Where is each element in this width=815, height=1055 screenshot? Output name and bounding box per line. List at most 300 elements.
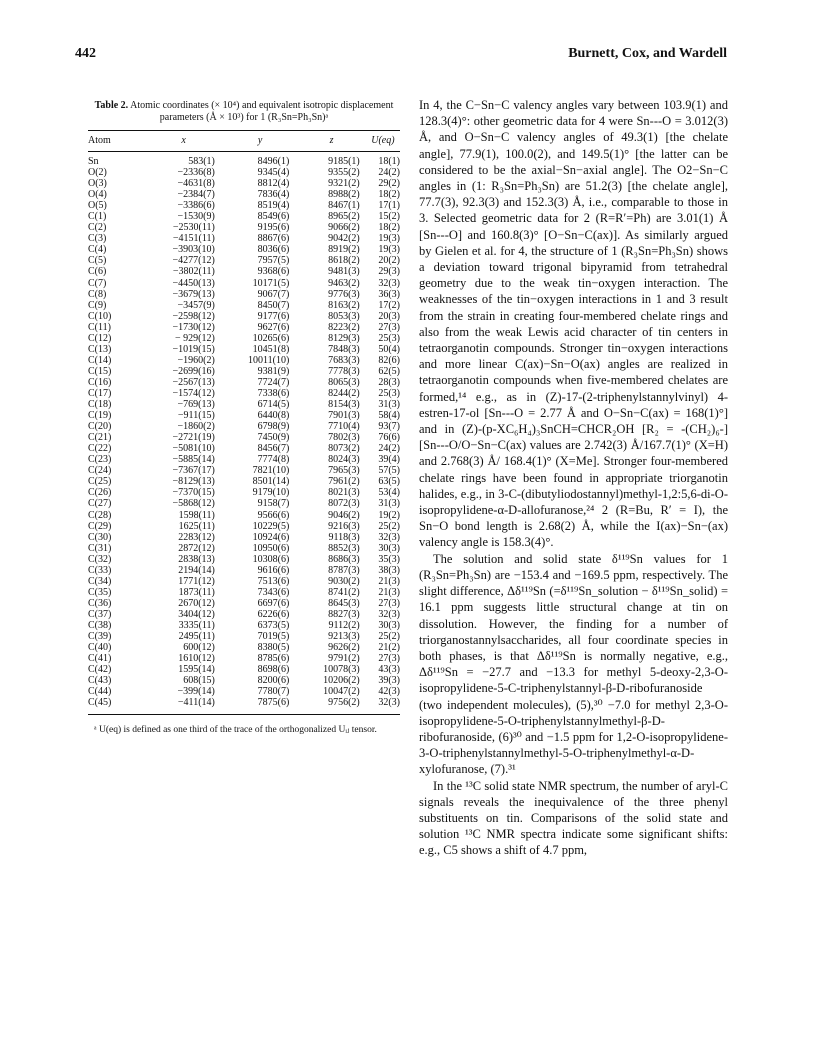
z-cell: 9756(2): [297, 697, 365, 715]
y-cell: 10171(5): [252, 277, 290, 289]
ueq-cell: 15(2): [378, 211, 400, 223]
y-cell: 9195(6): [257, 222, 290, 234]
z-cell: 7848(3): [328, 343, 360, 355]
atom-cell: C(41): [88, 653, 112, 665]
y-cell: 8456(7): [257, 443, 290, 455]
y-cell: 8200(6): [257, 675, 290, 687]
z-cell: 9046(2): [328, 509, 360, 521]
ueq-cell: 19(3): [378, 233, 400, 245]
atom-cell: C(5): [88, 255, 107, 267]
y-cell: 10229(5): [252, 520, 290, 532]
column-header: z: [297, 131, 365, 152]
table-footnote: ᵃ U(eq) is defined as one third of the trace of the orthogonalized Uᵢⱼ tensor.: [94, 725, 377, 736]
z-cell: 9118(3): [328, 531, 360, 543]
atom-cell: C(19): [88, 410, 112, 422]
x-cell: −911(15): [177, 410, 215, 422]
x-cell: 1610(12): [178, 653, 215, 665]
y-cell: 9179(10): [252, 487, 290, 499]
ueq-cell: 93(7): [378, 421, 400, 433]
atom-cell: C(37): [88, 608, 112, 620]
ueq-cell: 39(4): [378, 454, 400, 466]
x-cell: −2336(8): [177, 167, 215, 179]
ueq-cell: 31(3): [378, 399, 400, 411]
z-cell: 8053(3): [328, 310, 360, 322]
z-cell: 10078(3): [323, 664, 360, 676]
table-row: [88, 344, 400, 355]
z-cell: 8988(2): [328, 189, 360, 201]
atom-cell: C(42): [88, 664, 112, 676]
body-text: [419, 97, 728, 859]
z-cell: 8021(3): [328, 487, 360, 499]
atom-cell: C(11): [88, 321, 111, 333]
atom-cell: C(28): [88, 509, 112, 521]
atom-cell: C(3): [88, 233, 107, 245]
table-row: [88, 255, 400, 266]
y-cell: 7780(7): [257, 686, 290, 698]
y-cell: 7450(9): [257, 432, 290, 444]
x-cell: −1574(12): [172, 388, 215, 399]
table-row: [88, 664, 400, 675]
table-row: [88, 653, 400, 664]
table-row: [88, 532, 400, 543]
atom-cell: O(5): [88, 200, 107, 212]
x-cell: −2721(19): [172, 432, 215, 444]
z-cell: 10047(2): [323, 686, 360, 698]
z-cell: 8163(2): [328, 299, 360, 311]
y-cell: 6440(8): [257, 410, 290, 422]
ueq-cell: 43(3): [378, 664, 400, 676]
table-row: [88, 377, 400, 388]
column-header: y: [223, 131, 297, 152]
ueq-cell: 25(2): [378, 520, 400, 532]
ueq-cell: 25(3): [378, 388, 400, 399]
x-cell: −8129(13): [172, 476, 215, 488]
atom-cell: C(9): [88, 299, 107, 311]
z-cell: 9185(1): [328, 156, 360, 168]
atom-cell: C(12): [88, 332, 112, 344]
atom-cell: C(36): [88, 597, 112, 609]
table-caption: [88, 100, 400, 124]
ueq-cell: 29(2): [378, 178, 400, 190]
table-row: [88, 366, 400, 377]
table-row: [88, 609, 400, 620]
z-cell: 8467(1): [328, 200, 360, 212]
x-cell: 1598(11): [178, 509, 215, 521]
y-cell: 8380(5): [257, 642, 290, 654]
z-cell: 9042(2): [328, 233, 360, 245]
z-cell: 8244(2): [328, 388, 360, 399]
table-row: [88, 278, 400, 289]
ueq-cell: 82(6): [378, 354, 400, 366]
x-cell: 1625(11): [178, 520, 215, 532]
table-section: [88, 100, 400, 736]
z-cell: 9481(3): [328, 266, 360, 278]
z-cell: 8073(2): [328, 443, 360, 455]
column-header: Atom: [88, 131, 144, 152]
y-cell: 8812(4): [257, 178, 290, 190]
z-cell: 7683(3): [328, 354, 360, 366]
ueq-cell: 18(2): [378, 222, 400, 234]
table-row: [88, 289, 400, 300]
atom-cell: C(43): [88, 675, 112, 687]
ueq-cell: 17(2): [378, 299, 400, 311]
atom-cell: C(30): [88, 531, 112, 543]
x-cell: −5868(12): [172, 498, 215, 510]
x-cell: −5885(14): [172, 454, 215, 466]
table-row: [88, 686, 400, 697]
y-cell: 9566(6): [257, 509, 290, 521]
atom-cell: C(6): [88, 266, 107, 278]
y-cell: 6798(9): [257, 421, 290, 433]
table-row: [88, 152, 400, 168]
ueq-cell: 76(6): [378, 432, 400, 444]
x-cell: −3386(6): [177, 200, 215, 212]
atom-cell: C(32): [88, 553, 112, 565]
y-cell: 6226(6): [257, 608, 290, 620]
atom-cell: C(38): [88, 619, 112, 631]
z-cell: 7961(2): [328, 476, 360, 488]
coordinates-table: [88, 131, 400, 715]
z-cell: 7901(3): [328, 410, 360, 422]
table-row: [88, 432, 400, 443]
ueq-cell: 32(3): [378, 608, 400, 620]
ueq-cell: 25(2): [378, 631, 400, 643]
y-cell: 9381(9): [257, 365, 290, 377]
atom-cell: C(18): [88, 399, 112, 411]
y-cell: 7836(4): [257, 189, 290, 201]
ueq-cell: 27(3): [378, 321, 400, 333]
table-row: [88, 465, 400, 476]
x-cell: −2567(13): [172, 376, 215, 388]
x-cell: −4631(8): [177, 178, 215, 190]
table-row: [88, 167, 400, 178]
z-cell: 9112(2): [328, 619, 360, 631]
ueq-cell: 17(1): [378, 200, 400, 212]
x-cell: −7370(15): [172, 487, 215, 499]
ueq-cell: 18(2): [378, 189, 400, 201]
y-cell: 9616(6): [257, 564, 290, 576]
atom-cell: C(20): [88, 421, 112, 433]
column-header: U(eq): [366, 131, 400, 152]
ueq-cell: 35(3): [378, 553, 400, 565]
x-cell: −4277(12): [172, 255, 215, 267]
atom-cell: C(29): [88, 520, 112, 532]
z-cell: 9321(2): [328, 178, 360, 190]
table-row: [88, 587, 400, 598]
atom-cell: C(25): [88, 476, 112, 488]
x-cell: −411(14): [144, 697, 223, 715]
z-cell: 8741(2): [328, 586, 360, 598]
atom-cell: C(39): [88, 631, 112, 643]
atom-cell: C(34): [88, 575, 112, 587]
table-row: [88, 399, 400, 410]
atom-cell: C(2): [88, 222, 107, 234]
ueq-cell: 29(3): [378, 266, 400, 278]
atom-cell: C(1): [88, 211, 107, 223]
atom-cell: C(16): [88, 376, 112, 388]
ueq-cell: 20(2): [378, 255, 400, 267]
y-cell: 8549(6): [257, 211, 290, 223]
ueq-cell: 27(3): [378, 653, 400, 665]
y-cell: 8036(6): [257, 244, 290, 256]
y-cell: 7957(5): [257, 255, 290, 267]
y-cell: 6373(5): [257, 619, 290, 631]
ueq-cell: 19(3): [378, 244, 400, 256]
table-body: [88, 152, 400, 715]
table-row: [88, 410, 400, 421]
table-caption-text: Atomic coordinates (× 10⁴) and equivalent isotropic displacement parameters (Å × 10³) for 1 (R₃Sn=Ph₃Sn)ᵃ: [130, 100, 394, 123]
y-cell: 8867(6): [257, 233, 290, 245]
paragraph: In 4, the C−Sn−C valency angles vary between 103.9(1) and 128.3(4)°: other geometric data for 4 were Sn---O = 3.012(3) Å, and O−Sn−C valency angles of 49.3(1) [the chelate angle], 77.9(1), 100.0(2), and 149.5(1)° [the latter can be considered to be the axial−Sn−axial angle]. The O2−Sn−C angles in (1: R₃Sn=Ph₃Sn) are 51.2(3) [the chelate angle], 77.7(3), 92.3(3) and 152.3(3) Å, i.e., comparable to those in 3. Selected geometric data for 2 (R=R′=Ph) are 3.01(1) Å [Sn---O] and 160.8(3)° [O−Sn−C(ax)]. As similarly argued by Gielen et al. for 4, the structure of 1 (R₃Sn=Ph₃Sn) shows a deviation toward trigonal bipyramid from tetrahedral geometry due to the weak tin−oxygen interaction. The weaknesses of the tin−oxygen interactions in 1 and 3 result from the strain in creating four-membered chelate rings and also from the weak Lewis acid character of tin centers in tetraorganotin compounds. Stronger tin−oxygen interactions and more linear C(ax)−Sn−O(ax) angles are realized in tetraorganotin compounds when five-membered chelates are formed,¹⁴ e.g., as in (Z)-17-(2-triphenylstannylvinyl) 4-estren-17-ol [Sn---O = 2.77 Å and O−Sn−C(ax) = 168(1)°] and in (Z)-(p-XC₆H₄)₃SnCH=CHCR₂OH [R₂ = -(CH₂)₆-] [Sn---O/O−Sn−C(ax) values are 2.742(3) Å/167.7(1)° (X=H) and 2.768(3) Å/ 168.4(1)° (X=Me]. Stronger four-membered chelate rings have been found in appropriate triorganotin halides, e.g., in 3-C-(dibutyliodostannyl)methyl-1,2:5,6-di-O-isopropylidene-α-D-allofuranose,²⁴ 2 (R=Bu, R′ = I), the Sn−O bond length is 2.68(2) Å, while the I(ax)−Sn−(ax) valency angle is 158.3(4)°.: [419, 98, 728, 550]
table-row: [88, 443, 400, 454]
table-row: [88, 355, 400, 366]
atom-cell: C(4): [88, 244, 107, 256]
y-cell: 9158(7): [257, 498, 290, 510]
y-cell: 10308(6): [252, 553, 290, 565]
x-cell: 608(15): [183, 675, 215, 687]
table-row: [88, 233, 400, 244]
ueq-cell: 62(5): [378, 365, 400, 377]
atom-cell: O(4): [88, 189, 107, 201]
x-cell: 2838(13): [178, 553, 215, 565]
x-cell: −2699(16): [172, 365, 215, 377]
z-cell: 9776(3): [328, 288, 360, 300]
z-cell: 8919(2): [328, 244, 360, 256]
ueq-cell: 31(3): [378, 498, 400, 510]
table-row: [88, 244, 400, 255]
z-cell: 8618(2): [328, 255, 360, 267]
ueq-cell: 19(2): [378, 509, 400, 521]
ueq-cell: 50(4): [378, 343, 400, 355]
ueq-cell: 27(3): [378, 597, 400, 609]
x-cell: −3679(13): [172, 288, 215, 300]
ueq-cell: 21(3): [378, 575, 400, 587]
table-row: [88, 487, 400, 498]
x-cell: −399(14): [177, 686, 215, 698]
y-cell: 7875(6): [223, 697, 297, 715]
z-cell: 8787(3): [328, 564, 360, 576]
table-row: [88, 554, 400, 565]
atom-cell: O(2): [88, 167, 107, 179]
y-cell: 6714(5): [257, 399, 290, 411]
table-row: [88, 178, 400, 189]
atom-cell: C(21): [88, 432, 112, 444]
z-cell: 8072(3): [328, 498, 360, 510]
table-row: [88, 189, 400, 200]
x-cell: −3802(11): [172, 266, 215, 278]
atom-cell: C(15): [88, 365, 112, 377]
atom-cell: C(26): [88, 487, 112, 499]
table-row: [88, 454, 400, 465]
table-row: [88, 543, 400, 554]
y-cell: 8698(6): [257, 664, 290, 676]
y-cell: 7821(10): [252, 465, 290, 477]
y-cell: 8496(1): [257, 156, 290, 168]
atom-cell: C(10): [88, 310, 112, 322]
paragraph: In the ¹³C solid state NMR spectrum, the number of aryl-C signals reveals the inequivalence of the three phenyl substituents on tin. Comparisons of the solid state and solution ¹³C NMR spectra indicate some significant shifts: e.g., C5 shows a shift of 4.7 ppm,: [419, 778, 728, 858]
y-cell: 7019(5): [257, 631, 290, 643]
ueq-cell: 24(2): [378, 167, 400, 179]
ueq-cell: 36(3): [378, 288, 400, 300]
x-cell: −769(13): [177, 399, 215, 411]
x-cell: 2872(12): [178, 542, 215, 554]
ueq-cell: 63(5): [378, 476, 400, 488]
z-cell: 8686(3): [328, 553, 360, 565]
table-row: [88, 311, 400, 322]
page-header: [75, 46, 727, 66]
x-cell: −1730(12): [172, 321, 215, 333]
y-cell: 10451(8): [252, 343, 290, 355]
z-cell: 8129(3): [328, 332, 360, 344]
x-cell: 2495(11): [178, 631, 215, 643]
y-cell: 8785(6): [257, 653, 290, 665]
atom-cell: C(35): [88, 586, 112, 598]
ueq-cell: 42(3): [378, 686, 400, 698]
x-cell: −1019(15): [172, 343, 215, 355]
table-row: [88, 421, 400, 432]
y-cell: 7724(7): [257, 376, 290, 388]
table-row: [88, 631, 400, 642]
z-cell: 7778(3): [328, 365, 360, 377]
ueq-cell: 24(2): [378, 443, 400, 455]
z-cell: 8827(3): [328, 608, 360, 620]
atom-cell: C(40): [88, 642, 112, 654]
z-cell: 9626(2): [328, 642, 360, 654]
x-cell: −4450(13): [172, 277, 215, 289]
x-cell: 3404(12): [178, 608, 215, 620]
z-cell: 8154(3): [328, 399, 360, 411]
y-cell: 6697(6): [257, 597, 290, 609]
atom-cell: C(31): [88, 542, 112, 554]
z-cell: 8852(3): [328, 542, 360, 554]
z-cell: 9355(2): [328, 167, 360, 179]
z-cell: 9030(2): [328, 575, 360, 587]
atom-cell: C(22): [88, 443, 112, 455]
table-row: [88, 200, 400, 211]
atom-cell: C(13): [88, 343, 112, 355]
table-row: [88, 300, 400, 311]
table-row: [88, 266, 400, 277]
z-cell: 8065(3): [328, 376, 360, 388]
x-cell: −5081(10): [172, 443, 215, 455]
x-cell: 600(12): [183, 642, 215, 654]
x-cell: −1960(2): [177, 354, 215, 366]
x-cell: −7367(17): [172, 465, 215, 477]
ueq-cell: 30(3): [378, 542, 400, 554]
z-cell: 8645(3): [328, 597, 360, 609]
paragraph: The solution and solid state δ¹¹⁹Sn values for 1 (R₃Sn=Ph₃Sn) are −153.4 and −169.5 ppm, respectively. The slight difference, Δδ¹¹⁹Sn (=δ¹¹⁹Sn_solution − δ¹¹⁹Sn_solid) = 16.1 ppm suggests little structural change at tin on dissolution. However, the finding for a number of triorganostannylsaccharides, all four coordinate species in both phases, is that Δδ¹¹⁹Sn is normally negative, e.g., Δδ¹¹⁹Sn = −27.7 and −13.3 for methyl 5-deoxy-2,3-O-isopropylidene-5-C-triphenylstannyl-β-D-ribofuranoside (two independent molecules), (5),³⁰ −7.0 for methyl 2,3-O-isopropylidene-5-O-triphenylstannylmethyl-β-D-ribofuranoside, (6)³⁰ and −1.5 ppm for 1,2-O-isopropylidene-3-O-triphenylstannylmethyl-5-O-triphenylmethyl-α-D-xylofuranose, (7).³¹: [419, 551, 728, 777]
atom-cell: C(27): [88, 498, 112, 510]
atom-cell: O(3): [88, 178, 107, 190]
table-row: [88, 697, 400, 715]
ueq-cell: 53(4): [378, 487, 400, 499]
ueq-cell: 39(3): [378, 675, 400, 687]
table-row: [88, 476, 400, 487]
z-cell: 10206(2): [323, 675, 360, 687]
atom-cell: C(23): [88, 454, 112, 466]
y-cell: 8501(14): [252, 476, 290, 488]
z-cell: 8024(3): [328, 454, 360, 466]
y-cell: 9368(6): [257, 266, 290, 278]
z-cell: 7965(3): [328, 465, 360, 477]
table-row: [88, 510, 400, 521]
ueq-cell: 32(3): [378, 277, 400, 289]
z-cell: 8223(2): [328, 321, 360, 333]
table-row: [88, 521, 400, 532]
table-row: [88, 222, 400, 233]
table-row: [88, 576, 400, 587]
y-cell: 7343(6): [257, 586, 290, 598]
table-row: [88, 211, 400, 222]
ueq-cell: 20(3): [378, 310, 400, 322]
x-cell: 583(1): [188, 156, 215, 168]
z-cell: 7710(4): [328, 421, 360, 433]
y-cell: 8519(4): [257, 200, 290, 212]
z-cell: 9463(2): [328, 277, 360, 289]
y-cell: 9067(7): [257, 288, 290, 300]
x-cell: −3903(10): [172, 244, 215, 256]
y-cell: 10924(6): [252, 531, 290, 543]
z-cell: 8965(2): [328, 211, 360, 223]
x-cell: −2598(12): [172, 310, 215, 322]
atom-cell: C(33): [88, 564, 112, 576]
ueq-cell: 32(3): [366, 697, 400, 715]
table-row: [88, 598, 400, 609]
y-cell: 9627(6): [257, 321, 290, 333]
ueq-cell: 21(3): [378, 586, 400, 598]
atom-cell: C(44): [88, 686, 112, 698]
x-cell: 1873(11): [178, 586, 215, 598]
y-cell: 7338(6): [257, 388, 290, 399]
x-cell: −1860(2): [177, 421, 215, 433]
y-cell: 10950(6): [252, 542, 290, 554]
x-cell: − 929(12): [175, 332, 215, 344]
running-head: Burnett, Cox, and Wardell: [568, 46, 727, 61]
z-cell: 9216(3): [328, 520, 360, 532]
atom-cell: C(7): [88, 277, 107, 289]
ueq-cell: 21(2): [378, 642, 400, 654]
table-header-row: [88, 131, 400, 152]
atom-cell: C(14): [88, 354, 112, 366]
ueq-cell: 18(1): [378, 156, 400, 168]
ueq-cell: 30(3): [378, 619, 400, 631]
ueq-cell: 32(3): [378, 531, 400, 543]
ueq-cell: 25(3): [378, 332, 400, 344]
atom-cell: C(45): [88, 697, 144, 715]
y-cell: 9177(6): [257, 310, 290, 322]
ueq-cell: 57(5): [378, 465, 400, 477]
x-cell: −2530(11): [172, 222, 215, 234]
table-row: [88, 620, 400, 631]
ueq-cell: 58(4): [378, 410, 400, 422]
z-cell: 9066(2): [328, 222, 360, 234]
atom-cell: C(17): [88, 388, 112, 399]
x-cell: 3335(11): [178, 619, 215, 631]
table-caption-label: Table 2.: [94, 100, 129, 111]
table-row: [88, 322, 400, 333]
table-row: [88, 388, 400, 399]
z-cell: 7802(3): [328, 432, 360, 444]
x-cell: 1771(12): [178, 575, 215, 587]
x-cell: −3457(9): [177, 299, 215, 311]
x-cell: −2384(7): [177, 189, 215, 201]
table-row: [88, 333, 400, 344]
y-cell: 9345(4): [257, 167, 290, 179]
column-header: x: [144, 131, 223, 152]
page-number: 442: [75, 46, 96, 61]
table-row: [88, 642, 400, 653]
table-row: [88, 565, 400, 576]
